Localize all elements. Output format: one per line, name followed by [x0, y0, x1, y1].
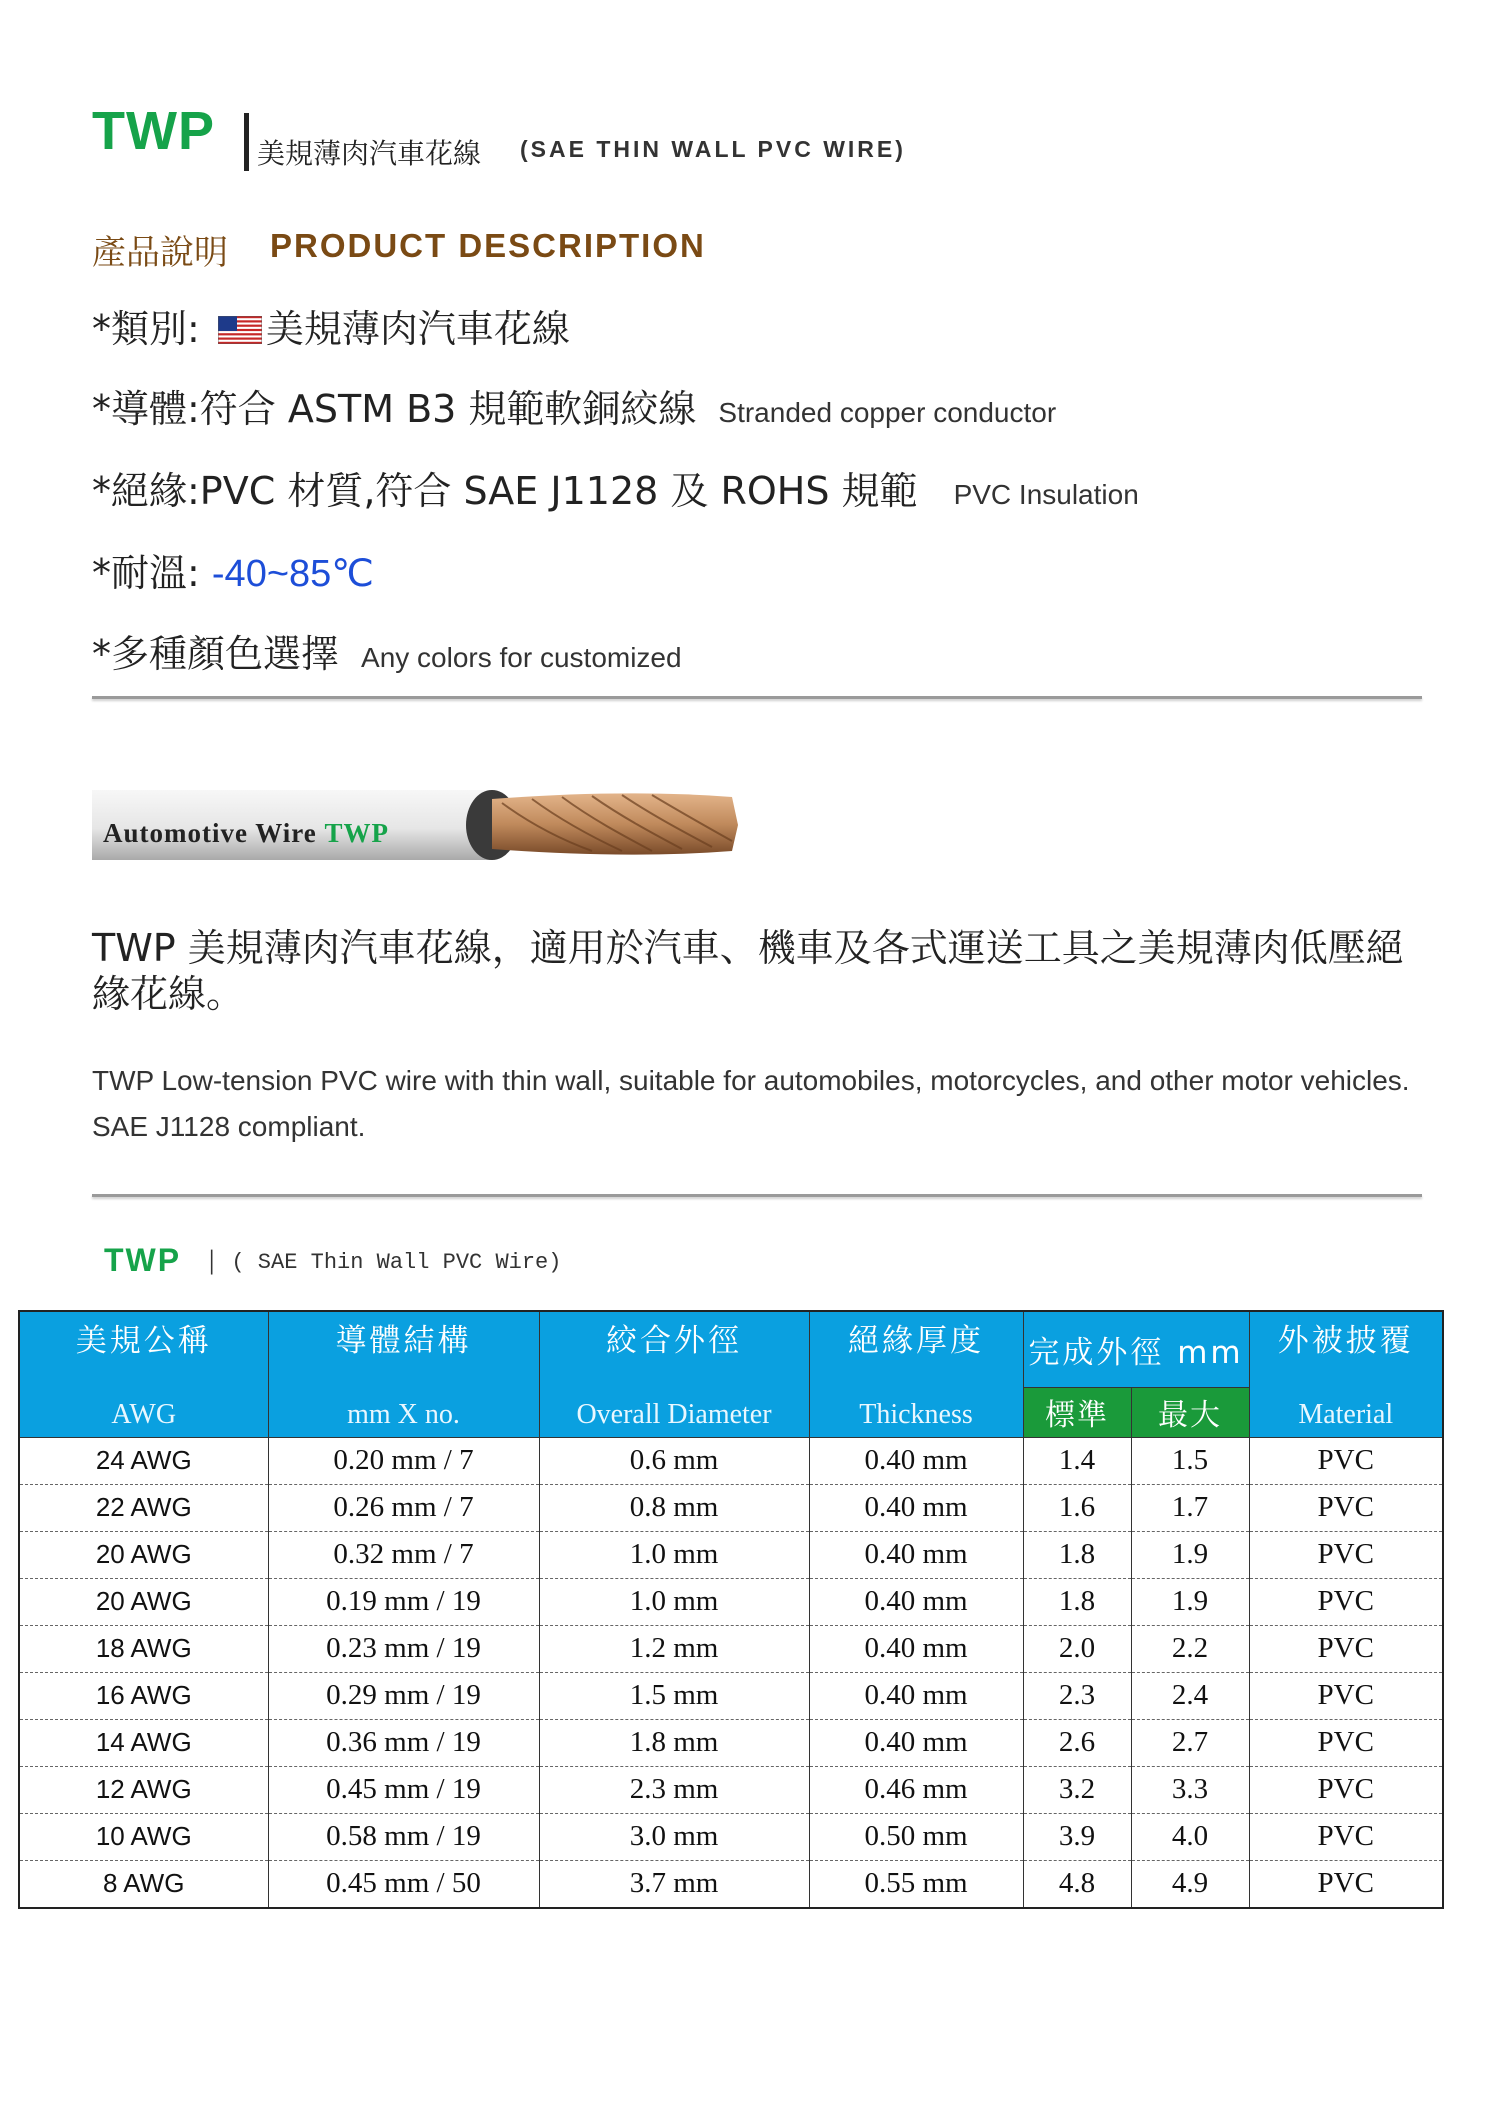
header-diameter-en: Overall Diameter — [539, 1363, 809, 1437]
cell-od-max: 1.9 — [1131, 1531, 1249, 1578]
spec-colors-zh: *多種顏色選擇 — [92, 632, 340, 676]
cell-od-standard: 1.8 — [1023, 1578, 1131, 1625]
header-thickness-en: Thickness — [809, 1363, 1023, 1437]
cell-structure: 0.29 mm / 19 — [268, 1672, 539, 1719]
table-row — [19, 1531, 1443, 1578]
wire-label — [103, 818, 389, 849]
wire-label-main: Automotive Wire — [103, 818, 317, 848]
cell-thickness: 0.40 mm — [809, 1625, 1023, 1672]
section-title-en: PRODUCT DESCRIPTION — [270, 227, 706, 264]
cell-awg: 22 AWG — [19, 1484, 268, 1531]
cell-awg: 10 AWG — [19, 1813, 268, 1860]
cell-od-max: 2.7 — [1131, 1719, 1249, 1766]
header-od-max: 最大 — [1131, 1387, 1249, 1437]
product-title-zh: 美規薄肉汽車花線 — [257, 137, 482, 170]
cell-diameter: 1.2 mm — [539, 1625, 809, 1672]
table-row — [19, 1860, 1443, 1908]
spec-colors-en: Any colors for customized — [361, 642, 682, 673]
header-diameter-zh: 絞合外徑 — [539, 1311, 809, 1363]
cell-thickness: 0.40 mm — [809, 1531, 1023, 1578]
spec-table-body — [19, 1437, 1443, 1908]
cell-diameter: 3.7 mm — [539, 1860, 809, 1908]
table-row — [19, 1672, 1443, 1719]
cell-thickness: 0.40 mm — [809, 1578, 1023, 1625]
table-row — [19, 1484, 1443, 1531]
header-awg-en: AWG — [19, 1363, 268, 1437]
header-material-en: Material — [1249, 1363, 1443, 1437]
cell-od-max: 1.5 — [1131, 1437, 1249, 1484]
cell-structure: 0.45 mm / 19 — [268, 1766, 539, 1813]
divider-rule — [92, 1194, 1422, 1197]
cell-od-max: 3.3 — [1131, 1766, 1249, 1813]
cell-od-standard: 1.6 — [1023, 1484, 1131, 1531]
description-zh: TWP 美規薄肉汽車花線，適用於汽車、機車及各式運送工具之美規薄肉低壓絕緣花線。 — [92, 926, 1404, 1016]
product-title-en: (SAE THIN WALL PVC WIRE) — [520, 136, 906, 162]
cell-diameter: 1.5 mm — [539, 1672, 809, 1719]
cell-material: PVC — [1249, 1484, 1443, 1531]
cell-material: PVC — [1249, 1625, 1443, 1672]
cell-material: PVC — [1249, 1813, 1443, 1860]
cell-material: PVC — [1249, 1578, 1443, 1625]
cell-material: PVC — [1249, 1531, 1443, 1578]
cell-od-max: 4.9 — [1131, 1860, 1249, 1908]
cell-diameter: 2.3 mm — [539, 1766, 809, 1813]
header-structure-zh: 導體結構 — [268, 1311, 539, 1363]
description-en: TWP Low-tension PVC wire with thin wall, suitable for automobiles, motorcycles, and other motor vehicles. SAE J1128 compliant. — [92, 1065, 1410, 1142]
spec-conductor — [92, 378, 1056, 433]
header-structure-en: mm X no. — [268, 1363, 539, 1437]
cell-awg: 8 AWG — [19, 1860, 268, 1908]
cell-od-max: 1.9 — [1131, 1578, 1249, 1625]
table-row — [19, 1437, 1443, 1484]
table-row — [19, 1625, 1443, 1672]
cell-thickness: 0.40 mm — [809, 1672, 1023, 1719]
cell-material: PVC — [1249, 1860, 1443, 1908]
cell-awg: 12 AWG — [19, 1766, 268, 1813]
cell-thickness: 0.55 mm — [809, 1860, 1023, 1908]
cell-diameter: 1.0 mm — [539, 1531, 809, 1578]
cell-thickness: 0.40 mm — [809, 1719, 1023, 1766]
cell-structure: 0.36 mm / 19 — [268, 1719, 539, 1766]
us-flag-icon — [218, 316, 262, 344]
divider-rule — [92, 696, 1422, 699]
cell-od-standard: 2.0 — [1023, 1625, 1131, 1672]
cell-diameter: 0.8 mm — [539, 1484, 809, 1531]
table-subtitle: │ ( SAE Thin Wall PVC Wire) — [205, 1250, 562, 1275]
cell-thickness: 0.46 mm — [809, 1766, 1023, 1813]
header-thickness-zh: 絕緣厚度 — [809, 1311, 1023, 1363]
cell-structure: 0.23 mm / 19 — [268, 1625, 539, 1672]
cell-material: PVC — [1249, 1672, 1443, 1719]
title-divider — [244, 113, 249, 171]
spec-conductor-en: Stranded copper conductor — [718, 397, 1057, 428]
cell-structure: 0.26 mm / 7 — [268, 1484, 539, 1531]
header-od-standard: 標準 — [1023, 1387, 1131, 1437]
table-row — [19, 1578, 1443, 1625]
cell-od-standard: 1.4 — [1023, 1437, 1131, 1484]
spec-category — [92, 298, 570, 353]
cell-od-standard: 2.3 — [1023, 1672, 1131, 1719]
cell-awg: 24 AWG — [19, 1437, 268, 1484]
cell-od-max: 1.7 — [1131, 1484, 1249, 1531]
header-od-zh: 完成外徑 mm — [1023, 1311, 1249, 1387]
spec-insulation — [92, 460, 1139, 515]
spec-temperature — [92, 542, 374, 597]
spec-category-value: 美規薄肉汽車花線 — [265, 307, 570, 351]
cell-diameter: 1.8 mm — [539, 1719, 809, 1766]
cell-od-standard: 3.2 — [1023, 1766, 1131, 1813]
cell-awg: 16 AWG — [19, 1672, 268, 1719]
cell-awg: 20 AWG — [19, 1531, 268, 1578]
cell-thickness: 0.40 mm — [809, 1484, 1023, 1531]
cell-awg: 18 AWG — [19, 1625, 268, 1672]
cell-thickness: 0.50 mm — [809, 1813, 1023, 1860]
cell-diameter: 3.0 mm — [539, 1813, 809, 1860]
cell-od-max: 4.0 — [1131, 1813, 1249, 1860]
cell-structure: 0.58 mm / 19 — [268, 1813, 539, 1860]
cell-material: PVC — [1249, 1437, 1443, 1484]
table-row — [19, 1766, 1443, 1813]
spec-conductor-zh: *導體:符合 ASTM B3 規範軟銅絞線 — [92, 387, 697, 431]
spec-table — [18, 1310, 1444, 1909]
cell-od-standard: 4.8 — [1023, 1860, 1131, 1908]
cell-diameter: 0.6 mm — [539, 1437, 809, 1484]
table-code: TWP — [104, 1242, 182, 1278]
cell-od-standard: 2.6 — [1023, 1719, 1131, 1766]
cell-diameter: 1.0 mm — [539, 1578, 809, 1625]
header-material-zh: 外被披覆 — [1249, 1311, 1443, 1363]
cell-od-standard: 3.9 — [1023, 1813, 1131, 1860]
cell-thickness: 0.40 mm — [809, 1437, 1023, 1484]
spec-category-label: *類別: — [92, 307, 200, 351]
spec-temperature-label: *耐溫: — [92, 551, 200, 595]
cell-structure: 0.20 mm / 7 — [268, 1437, 539, 1484]
cell-structure: 0.19 mm / 19 — [268, 1578, 539, 1625]
cell-od-max: 2.4 — [1131, 1672, 1249, 1719]
table-row — [19, 1719, 1443, 1766]
cell-material: PVC — [1249, 1719, 1443, 1766]
spec-insulation-zh: *絕緣:PVC 材質,符合 SAE J1128 及 ROHS 規範 — [92, 469, 918, 513]
cell-od-standard: 1.8 — [1023, 1531, 1131, 1578]
section-title-zh: 產品說明 — [92, 233, 228, 273]
cell-material: PVC — [1249, 1766, 1443, 1813]
table-row — [19, 1813, 1443, 1860]
cell-awg: 20 AWG — [19, 1578, 268, 1625]
spec-colors — [92, 623, 682, 678]
cell-structure: 0.32 mm / 7 — [268, 1531, 539, 1578]
cell-awg: 14 AWG — [19, 1719, 268, 1766]
spec-insulation-en: PVC Insulation — [953, 479, 1139, 510]
product-code: TWP — [92, 101, 215, 161]
header-awg-zh: 美規公稱 — [19, 1311, 268, 1363]
spec-temperature-value: -40~85℃ — [211, 553, 374, 595]
cell-structure: 0.45 mm / 50 — [268, 1860, 539, 1908]
wire-label-code: TWP — [324, 818, 389, 848]
cell-od-max: 2.2 — [1131, 1625, 1249, 1672]
